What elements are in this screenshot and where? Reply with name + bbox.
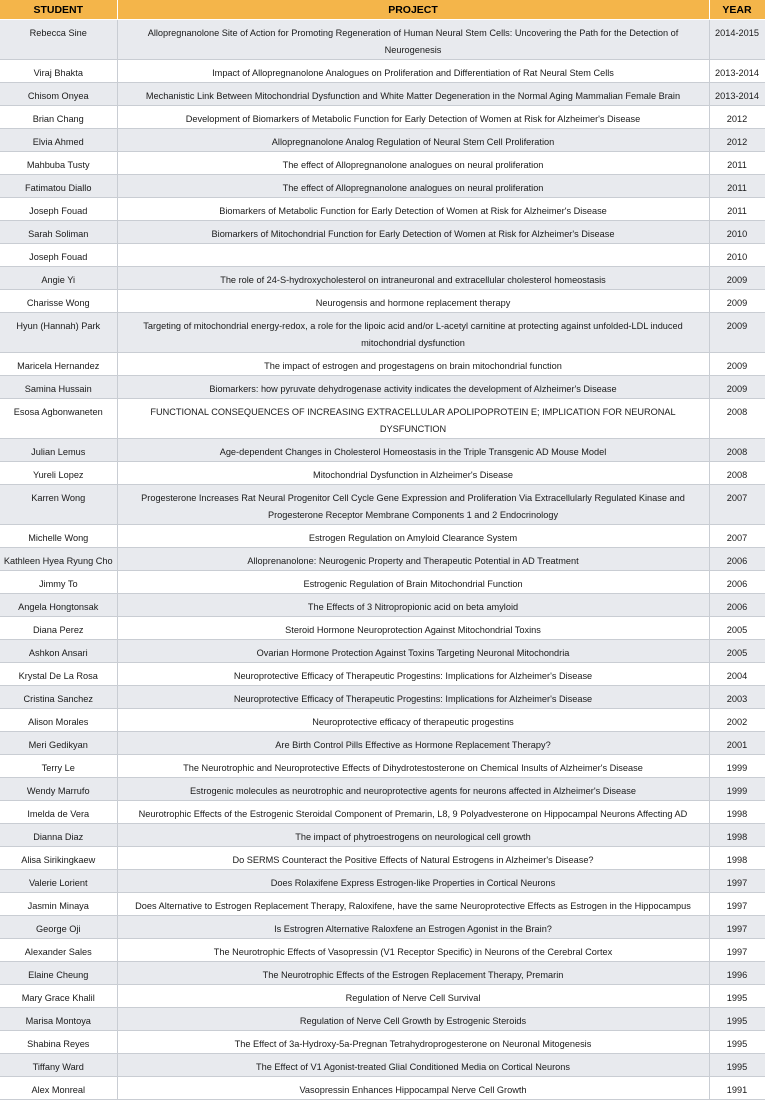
student-cell: Michelle Wong: [0, 525, 117, 548]
project-cell: Does Rolaxifene Express Estrogen-like Properties in Cortical Neurons: [117, 870, 709, 893]
table-row: [0, 20, 765, 60]
table-row: [0, 525, 765, 548]
table-row: [0, 313, 765, 353]
year-cell: 2010: [709, 244, 765, 267]
project-cell: Estrogenic Regulation of Brain Mitochondrial Function: [117, 571, 709, 594]
year-cell: 2009: [709, 353, 765, 376]
table-row: [0, 640, 765, 663]
project-cell: The effect of Allopregnanolone analogues on neural proliferation: [117, 152, 709, 175]
project-cell: Are Birth Control Pills Effective as Hormone Replacement Therapy?: [117, 732, 709, 755]
year-cell: 1995: [709, 985, 765, 1008]
table-row: [0, 290, 765, 313]
project-cell: Neurotrophic Effects of the Estrogenic Steroidal Component of Premarin, L8, 9 Polyadvesterone on Hippocampal Neurons Affecting AD: [117, 801, 709, 824]
student-cell: Shabina Reyes: [0, 1031, 117, 1054]
table-row: [0, 709, 765, 732]
student-cell: Tiffany Ward: [0, 1054, 117, 1077]
student-cell: Krystal De La Rosa: [0, 663, 117, 686]
student-cell: Ashkon Ansari: [0, 640, 117, 663]
table-row: [0, 663, 765, 686]
student-cell: George Oji: [0, 916, 117, 939]
project-cell: The role of 24-S-hydroxycholesterol on intraneuronal and extracellular cholesterol homeostasis: [117, 267, 709, 290]
year-cell: 1995: [709, 1008, 765, 1031]
table-row: [0, 778, 765, 801]
project-cell: Targeting of mitochondrial energy-redox, a role for the lipoic acid and/or L-acetyl carnitine at protecting against unfolded-LDL induced mitochondrial dysfunction: [117, 313, 709, 353]
year-cell: 2008: [709, 399, 765, 439]
student-cell: Jimmy To: [0, 571, 117, 594]
table-row: [0, 916, 765, 939]
student-cell: Alison Morales: [0, 709, 117, 732]
student-cell: Wendy Marrufo: [0, 778, 117, 801]
project-cell: Mitochondrial Dysfunction in Alzheimer's Disease: [117, 462, 709, 485]
student-cell: Angela Hongtonsak: [0, 594, 117, 617]
table-row: [0, 267, 765, 290]
year-cell: 2011: [709, 152, 765, 175]
student-cell: Meri Gedikyan: [0, 732, 117, 755]
student-cell: Cristina Sanchez: [0, 686, 117, 709]
year-cell: 2009: [709, 267, 765, 290]
year-cell: 1997: [709, 870, 765, 893]
student-cell: Brian Chang: [0, 106, 117, 129]
project-cell: Ovarian Hormone Protection Against Toxins Targeting Neuronal Mitochondria: [117, 640, 709, 663]
project-cell: Biomarkers: how pyruvate dehydrogenase activity indicates the development of Alzheimer's Disease: [117, 376, 709, 399]
project-cell: The Effect of V1 Agonist-treated Glial Conditioned Media on Cortical Neurons: [117, 1054, 709, 1077]
table-row: [0, 1077, 765, 1100]
year-cell: 2008: [709, 439, 765, 462]
table-row: [0, 198, 765, 221]
project-cell: Does Alternative to Estrogen Replacement Therapy, Raloxifene, have the same Neuroprotective Effects as Estrogen in the Hippocampus: [117, 893, 709, 916]
student-cell: Sarah Soliman: [0, 221, 117, 244]
table-row: [0, 548, 765, 571]
year-cell: 1998: [709, 801, 765, 824]
year-cell: 2012: [709, 106, 765, 129]
year-cell: 2006: [709, 571, 765, 594]
table-row: [0, 439, 765, 462]
year-cell: 1998: [709, 847, 765, 870]
project-cell: Neuroprotective efficacy of therapeutic progestins: [117, 709, 709, 732]
student-cell: Dianna Diaz: [0, 824, 117, 847]
year-cell: 2008: [709, 462, 765, 485]
project-cell: The effect of Allopregnanolone analogues on neural proliferation: [117, 175, 709, 198]
table-row: [0, 1031, 765, 1054]
project-cell: Regulation of Nerve Cell Growth by Estrogenic Steroids: [117, 1008, 709, 1031]
project-cell: Allopregnanolone Analog Regulation of Neural Stem Cell Proliferation: [117, 129, 709, 152]
year-column-header: YEAR: [709, 0, 765, 20]
project-cell: Biomarkers of Metabolic Function for Early Detection of Women at Risk for Alzheimer's Disease: [117, 198, 709, 221]
table-row: [0, 83, 765, 106]
year-cell: 2001: [709, 732, 765, 755]
project-cell: Progesterone Increases Rat Neural Progenitor Cell Cycle Gene Expression and Proliferation Via Extracellularly Regulated Kinase and Progesterone Receptor Membrane Components 1 and 2 Endocrinology: [117, 485, 709, 525]
project-cell: Neuroprotective Efficacy of Therapeutic Progestins: Implications for Alzheimer's Disease: [117, 686, 709, 709]
table-row: [0, 1054, 765, 1077]
table-row: [0, 870, 765, 893]
year-cell: 1999: [709, 755, 765, 778]
project-cell: The Effects of 3 Nitropropionic acid on beta amyloid: [117, 594, 709, 617]
project-cell: Estrogen Regulation on Amyloid Clearance System: [117, 525, 709, 548]
student-cell: Samina Hussain: [0, 376, 117, 399]
table-row: [0, 824, 765, 847]
project-cell: Estrogenic molecules as neurotrophic and neuroprotective agents for neurons affected in Alzheimer's Disease: [117, 778, 709, 801]
table-row: [0, 221, 765, 244]
table-row: [0, 686, 765, 709]
table-row: [0, 129, 765, 152]
table-row: [0, 244, 765, 267]
year-cell: 1996: [709, 962, 765, 985]
table-row: [0, 399, 765, 439]
student-column-header: STUDENT: [0, 0, 117, 20]
year-cell: 1991: [709, 1077, 765, 1100]
table-row: [0, 939, 765, 962]
year-cell: 1998: [709, 824, 765, 847]
table-row: [0, 376, 765, 399]
student-cell: Mary Grace Khalil: [0, 985, 117, 1008]
student-cell: Elaine Cheung: [0, 962, 117, 985]
year-cell: 1995: [709, 1054, 765, 1077]
project-cell: The Neurotrophic Effects of Vasopressin (V1 Receptor Specific) in Neurons of the Cerebral Cortex: [117, 939, 709, 962]
table-row: [0, 755, 765, 778]
student-cell: Joseph Fouad: [0, 244, 117, 267]
table-row: [0, 847, 765, 870]
project-cell: Do SERMS Counteract the Positive Effects of Natural Estrogens in Alzheimer's Disease?: [117, 847, 709, 870]
table-row: [0, 60, 765, 83]
project-cell: Neurogensis and hormone replacement therapy: [117, 290, 709, 313]
project-cell: The impact of estrogen and progestagens on brain mitochondrial function: [117, 353, 709, 376]
project-cell: Neuroprotective Efficacy of Therapeutic Progestins: Implications for Alzheimer's Disease: [117, 663, 709, 686]
year-cell: 2009: [709, 313, 765, 353]
project-cell: Is Estrogren Alternative Raloxfene an Estrogen Agonist in the Brain?: [117, 916, 709, 939]
year-cell: 2005: [709, 617, 765, 640]
year-cell: 2011: [709, 175, 765, 198]
table-row: [0, 594, 765, 617]
student-cell: Julian Lemus: [0, 439, 117, 462]
project-cell: FUNCTIONAL CONSEQUENCES OF INCREASING EXTRACELLULAR APOLIPOPROTEIN E; IMPLICATION FOR NEURONAL DYSFUNCTION: [117, 399, 709, 439]
student-cell: Elvia Ahmed: [0, 129, 117, 152]
year-cell: 1997: [709, 939, 765, 962]
table-row: [0, 175, 765, 198]
student-cell: Marisa Montoya: [0, 1008, 117, 1031]
year-cell: 1997: [709, 916, 765, 939]
year-cell: 2009: [709, 376, 765, 399]
table-row: [0, 1008, 765, 1031]
student-cell: Alisa Sirikingkaew: [0, 847, 117, 870]
student-cell: Kathleen Hyea Ryung Cho: [0, 548, 117, 571]
year-cell: 2013-2014: [709, 83, 765, 106]
year-cell: 2006: [709, 594, 765, 617]
year-cell: 1995: [709, 1031, 765, 1054]
year-cell: 1999: [709, 778, 765, 801]
project-cell: Allopregnanolone Site of Action for Promoting Regeneration of Human Neural Stem Cells: Uncovering the Path for the Detection of Neurogenesis: [117, 20, 709, 60]
year-cell: 2005: [709, 640, 765, 663]
project-cell: Development of Biomarkers of Metabolic Function for Early Detection of Women at Risk for Alzheimer's Disease: [117, 106, 709, 129]
student-cell: Yureli Lopez: [0, 462, 117, 485]
table-row: [0, 617, 765, 640]
year-cell: 2003: [709, 686, 765, 709]
table-row: [0, 353, 765, 376]
project-cell: The Neurotrophic and Neuroprotective Effects of Dihydrotestosterone on Chemical Insults of Alzheimer's Disease: [117, 755, 709, 778]
student-cell: Maricela Hernandez: [0, 353, 117, 376]
year-cell: 2014-2015: [709, 20, 765, 60]
student-cell: Karren Wong: [0, 485, 117, 525]
year-cell: 2004: [709, 663, 765, 686]
table-row: [0, 962, 765, 985]
project-cell: The impact of phytroestrogens on neurological cell growth: [117, 824, 709, 847]
project-cell: Alloprenanolone: Neurogenic Property and Therapeutic Potential in AD Treatment: [117, 548, 709, 571]
project-cell: The Neurotrophic Effects of the Estrogen Replacement Therapy, Premarin: [117, 962, 709, 985]
project-cell: Biomarkers of Mitochondrial Function for Early Detection of Women at Risk for Alzheimer's Disease: [117, 221, 709, 244]
header-row: [0, 0, 765, 20]
student-cell: Jasmin Minaya: [0, 893, 117, 916]
student-cell: Terry Le: [0, 755, 117, 778]
student-cell: Esosa Agbonwaneten: [0, 399, 117, 439]
year-cell: 2007: [709, 525, 765, 548]
table-row: [0, 893, 765, 916]
student-cell: Alexander Sales: [0, 939, 117, 962]
student-cell: Valerie Lorient: [0, 870, 117, 893]
project-cell: Age-dependent Changes in Cholesterol Homeostasis in the Triple Transgenic AD Mouse Model: [117, 439, 709, 462]
year-cell: 2010: [709, 221, 765, 244]
student-cell: Hyun (Hannah) Park: [0, 313, 117, 353]
table-row: [0, 732, 765, 755]
project-cell: The Effect of 3a-Hydroxy-5a-Pregnan Tetrahydroprogesterone on Neuronal Mitogenesis: [117, 1031, 709, 1054]
table-row: [0, 801, 765, 824]
year-cell: 2011: [709, 198, 765, 221]
table-row: [0, 985, 765, 1008]
year-cell: 2007: [709, 485, 765, 525]
table-row: [0, 462, 765, 485]
project-cell: Regulation of Nerve Cell Survival: [117, 985, 709, 1008]
student-cell: Charisse Wong: [0, 290, 117, 313]
year-cell: 2009: [709, 290, 765, 313]
project-cell: Steroid Hormone Neuroprotection Against Mitochondrial Toxins: [117, 617, 709, 640]
project-cell: Vasopressin Enhances Hippocampal Nerve Cell Growth: [117, 1077, 709, 1100]
student-cell: Angie Yi: [0, 267, 117, 290]
student-cell: Mahbuba Tusty: [0, 152, 117, 175]
year-cell: 2006: [709, 548, 765, 571]
student-cell: Chisom Onyea: [0, 83, 117, 106]
student-cell: Viraj Bhakta: [0, 60, 117, 83]
student-cell: Alex Monreal: [0, 1077, 117, 1100]
student-cell: Imelda de Vera: [0, 801, 117, 824]
table-row: [0, 571, 765, 594]
student-cell: Diana Perez: [0, 617, 117, 640]
project-cell: Mechanistic Link Between Mitochondrial Dysfunction and White Matter Degeneration in the Normal Aging Mammalian Female Brain: [117, 83, 709, 106]
table-row: [0, 106, 765, 129]
table-row: [0, 152, 765, 175]
table-row: [0, 485, 765, 525]
student-cell: Rebecca Sine: [0, 20, 117, 60]
student-cell: Fatimatou Diallo: [0, 175, 117, 198]
year-cell: 2002: [709, 709, 765, 732]
student-cell: Joseph Fouad: [0, 198, 117, 221]
project-cell: [117, 244, 709, 267]
project-cell: Impact of Allopregnanolone Analogues on Proliferation and Differentiation of Rat Neural Stem Cells: [117, 60, 709, 83]
year-cell: 1997: [709, 893, 765, 916]
year-cell: 2013-2014: [709, 60, 765, 83]
year-cell: 2012: [709, 129, 765, 152]
project-column-header: PROJECT: [117, 0, 709, 20]
